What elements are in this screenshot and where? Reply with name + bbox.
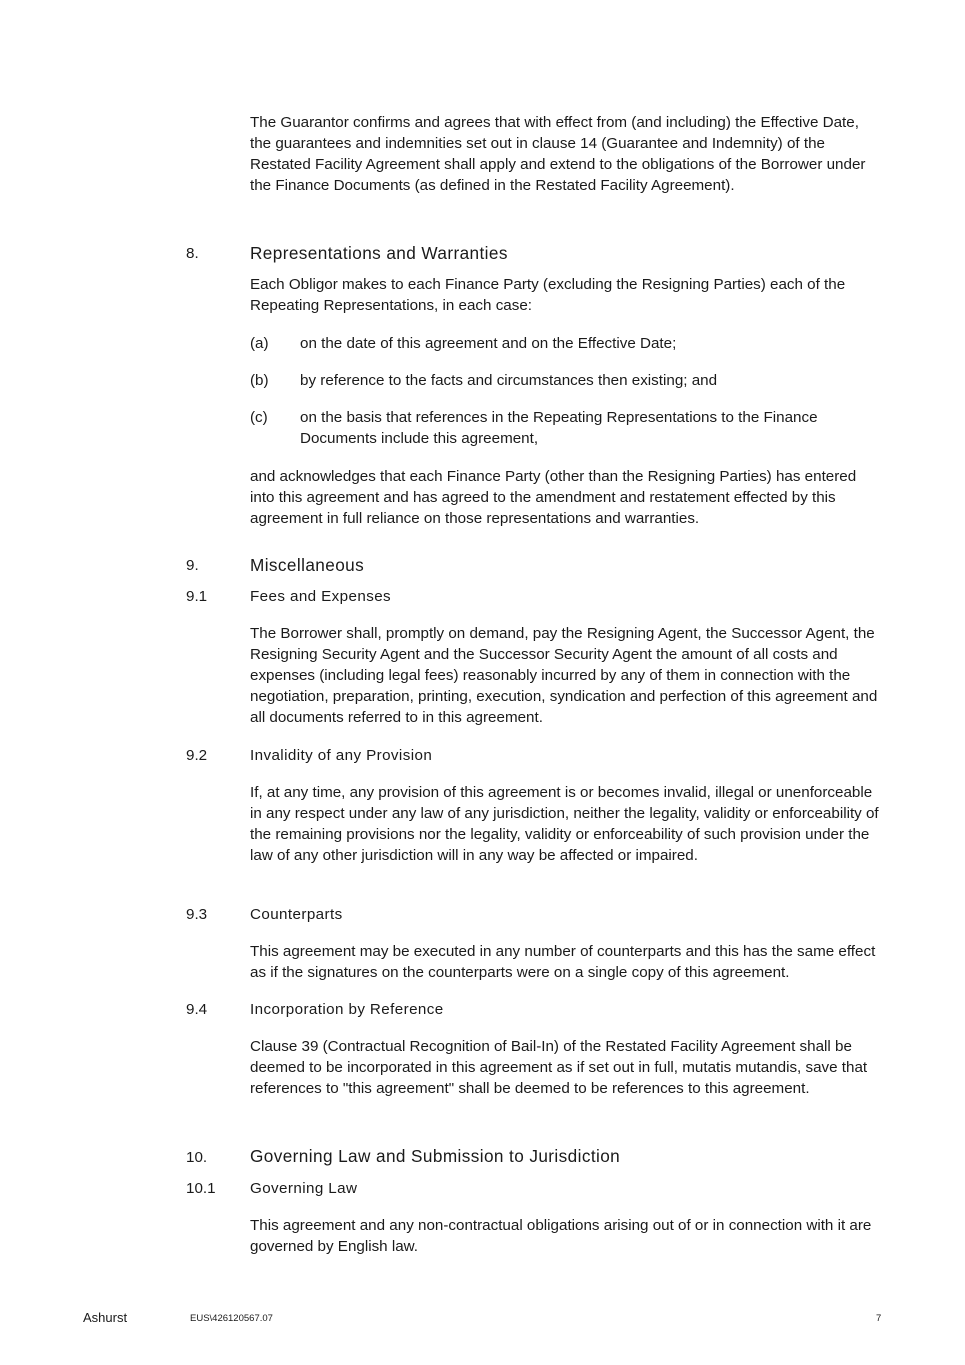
section-9-4-number: 9.4 — [186, 1001, 208, 1018]
list-item-a-text: on the date of this agreement and on the Effective Date; — [300, 335, 677, 352]
footer-document-reference: EUS\426120567.07 — [190, 1313, 273, 1324]
section-9-2-text: If, at any time, any provision of this agreement is or becomes invalid, illegal or unenforceable in any respect under any law of any jurisdiction, neither the legality, validity or enforceability of the remaining provisions nor the legality, validity or enforceability of such provision under the law of any other jurisdiction will in any way be affected or impaired. — [250, 784, 879, 864]
section-10-heading: Governing Law and Submission to Jurisdiction — [250, 1146, 621, 1166]
section-9-number: 9. — [186, 557, 199, 574]
section-9-4-text: Clause 39 (Contractual Recognition of Bail-In) of the Restated Facility Agreement shall be deemed to be incorporated in this agreement as if set out in full, mutatis mutandis, save that references to "this agreement" shall be deemed to be references to this agreement. — [250, 1038, 868, 1097]
section-9-2-heading: Invalidity of any Provision — [250, 747, 433, 764]
list-item-c-text: on the basis that references in the Repeating Representations to the Finance Documents include this agreement, — [300, 409, 818, 447]
section-10-1-number: 10.1 — [186, 1180, 216, 1197]
section-8-closing: and acknowledges that each Finance Party (other than the Resigning Parties) has entered into this agreement and has agreed to the amendment and restatement effected by this agreement in full reliance on those representations and warranties. — [250, 468, 857, 527]
section-10-number: 10. — [186, 1149, 208, 1166]
section-8-heading: Representations and Warranties — [250, 243, 508, 263]
section-9-1-number: 9.1 — [186, 588, 208, 605]
section-9-1-text: The Borrower shall, promptly on demand, pay the Resigning Agent, the Successor Agent, the Resigning Security Agent and the Successor Security Agent the amount of all costs and expenses (including legal fees) reasonably incurred by any of them in connection with the negotiation, preparation, printing, execution, syndication and perfection of this agreement and all documents referred to in this agreement. — [250, 625, 878, 726]
section-9-heading: Miscellaneous — [250, 555, 365, 575]
list-item-a-label: (a) — [250, 335, 269, 352]
section-9-3-text: This agreement may be executed in any number of counterparts and this has the same effect as if the signatures on the counterparts were on a single copy of this agreement. — [250, 943, 876, 981]
section-8-lead: Each Obligor makes to each Finance Party (excluding the Resigning Parties) each of the Repeating Representations, in each case: — [250, 276, 846, 314]
footer-page-number: 7 — [876, 1313, 882, 1324]
list-item-c-label: (c) — [250, 409, 268, 426]
section-9-2-number: 9.2 — [186, 747, 208, 764]
list-item-b-label: (b) — [250, 372, 269, 389]
intro-paragraph: The Guarantor confirms and agrees that with effect from (and including) the Effective Date, the guarantees and indemnities set out in clause 14 (Guarantee and Indemnity) of the Restated Facility Agreement shall apply and extend to the obligations of the Borrower under the Finance Documents (as defined in the Restated Facility Agreement). — [250, 114, 866, 194]
list-item-b-text: by reference to the facts and circumstances then existing; and — [300, 372, 718, 389]
footer-firm-name: Ashurst — [83, 1310, 128, 1325]
section-8-number: 8. — [186, 245, 199, 262]
section-10-1-heading: Governing Law — [250, 1180, 358, 1197]
section-9-3-heading: Counterparts — [250, 906, 343, 923]
section-9-3-number: 9.3 — [186, 906, 208, 923]
section-9-1-heading: Fees and Expenses — [250, 588, 392, 605]
section-9-4-heading: Incorporation by Reference — [250, 1001, 444, 1018]
section-10-1-text: This agreement and any non-contractual obligations arising out of or in connection with it are governed by English law. — [250, 1217, 872, 1255]
